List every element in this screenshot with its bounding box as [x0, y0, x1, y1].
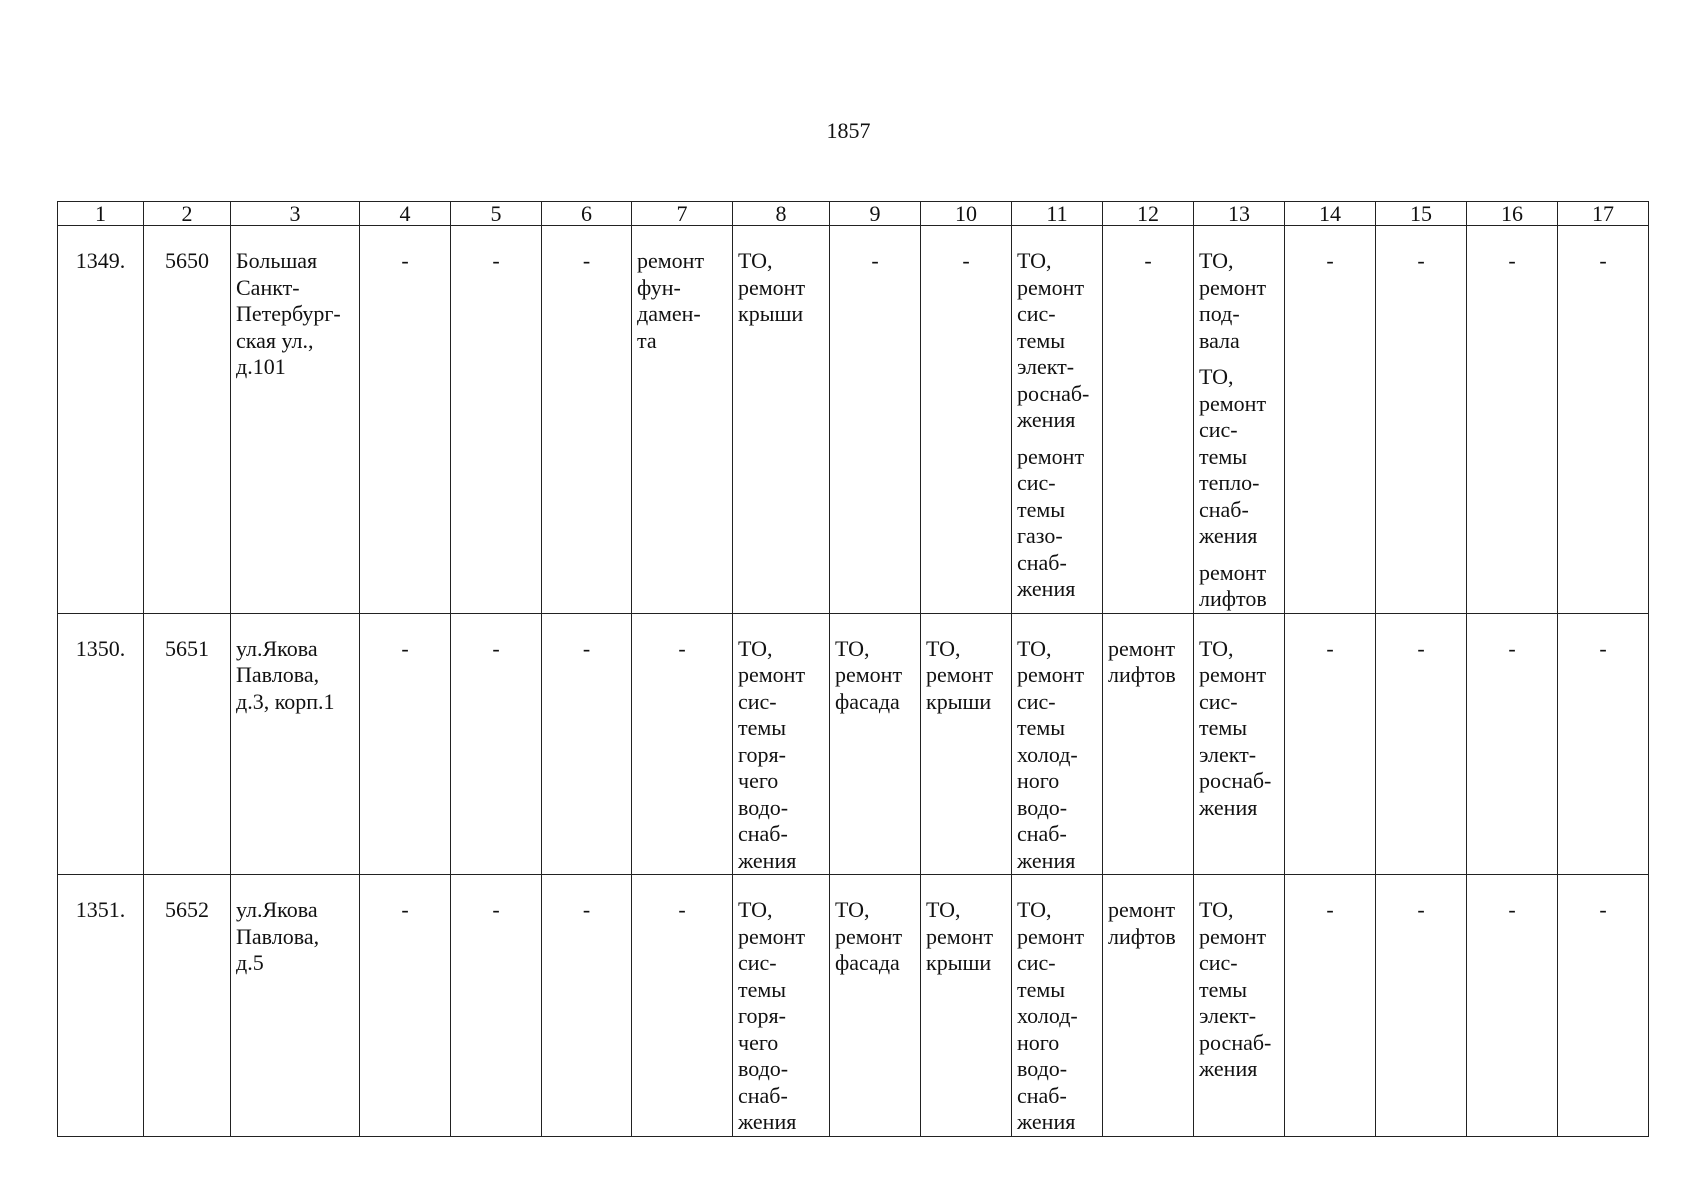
work-cell	[1103, 875, 1194, 1137]
cell-text-line: д.3, корп.1	[236, 688, 335, 714]
repair-schedule-table	[57, 201, 1649, 1137]
work-cell: -	[360, 226, 451, 614]
cell-entry	[1017, 636, 1097, 875]
cell-text-line: темы	[1017, 327, 1066, 353]
column-number-header: 5	[451, 202, 542, 226]
table-row	[58, 875, 1649, 1137]
cell-text-line: ТО,	[1017, 248, 1052, 273]
cell-text-line: ремонт	[835, 923, 903, 949]
work-cell	[1012, 226, 1103, 614]
column-number-header: 11	[1012, 202, 1103, 226]
cell-text-line: ул.Якова	[236, 897, 318, 922]
work-cell	[1103, 613, 1194, 875]
cell-text-line: сис-	[1017, 688, 1056, 714]
work-cell	[632, 226, 733, 614]
cell-text-line: сис-	[1017, 470, 1056, 495]
cell-text-line: ТО,	[1199, 364, 1234, 389]
cell-text-line: жения	[738, 1109, 797, 1134]
cell-text-line: ремонт	[1199, 662, 1267, 687]
cell-text-line: водо-	[1017, 794, 1068, 820]
work-cell	[921, 875, 1012, 1137]
work-cell: -	[1285, 226, 1376, 614]
cell-text-line: ного	[1017, 768, 1060, 793]
cell-entry	[1017, 897, 1097, 1136]
cell-text-line: горя-	[738, 741, 786, 767]
work-cell: -	[1558, 875, 1649, 1137]
object-id-cell: 5650	[144, 226, 231, 614]
cell-text-line: ремонт	[738, 274, 806, 300]
work-cell: -	[632, 613, 733, 875]
work-cell	[733, 875, 830, 1137]
cell-entry	[738, 897, 824, 1136]
work-cell: -	[1285, 875, 1376, 1137]
work-cell: -	[1558, 613, 1649, 875]
cell-text-line: снаб-	[738, 1082, 788, 1108]
cell-text-line: элект-	[1199, 741, 1257, 767]
cell-text-line: ТО,	[738, 248, 773, 273]
table-row	[58, 226, 1649, 614]
cell-text-line: темы	[1017, 976, 1066, 1002]
cell-text-line: ремонт	[835, 662, 903, 687]
cell-text-line: элект-	[1199, 1003, 1257, 1028]
cell-text-line: жения	[738, 847, 797, 873]
cell-text-line: чего	[738, 768, 779, 793]
cell-entry	[1199, 897, 1279, 1083]
column-number-header: 9	[830, 202, 921, 226]
work-cell: -	[542, 875, 632, 1137]
cell-text-line: крыши	[926, 950, 992, 975]
cell-text-line: ТО,	[1199, 635, 1234, 661]
cell-text-line: темы	[1017, 715, 1066, 740]
object-id-cell: 5651	[144, 613, 231, 875]
row-number-cell: 1350.	[58, 613, 144, 875]
column-number-header: 4	[360, 202, 451, 226]
cell-text-line: жения	[1017, 576, 1076, 601]
cell-text-line: ТО,	[1017, 635, 1052, 661]
column-number-header: 13	[1194, 202, 1285, 226]
cell-text-line: чего	[738, 1029, 779, 1055]
work-cell: -	[1376, 875, 1467, 1137]
column-number-header: 8	[733, 202, 830, 226]
cell-text-line: лифтов	[1108, 662, 1176, 687]
cell-entry	[236, 248, 354, 381]
cell-text-line: ремонт	[1199, 274, 1267, 300]
cell-text-line: ремонт	[1017, 443, 1085, 469]
cell-text-line: жения	[1199, 523, 1258, 548]
table-header-row	[58, 202, 1649, 226]
cell-entry	[1017, 248, 1097, 434]
cell-entry	[926, 897, 1006, 977]
cell-text-line: Павлова,	[236, 662, 320, 687]
work-cell: -	[451, 226, 542, 614]
cell-text-line: ремонт	[1017, 662, 1085, 687]
work-cell: -	[1376, 226, 1467, 614]
work-cell: -	[542, 613, 632, 875]
cell-text-line: ул.Якова	[236, 635, 318, 661]
column-number-header: 6	[542, 202, 632, 226]
cell-text-line: ремонт	[1199, 390, 1267, 416]
work-cell	[830, 613, 921, 875]
cell-text-line: жения	[1199, 794, 1258, 820]
column-number-header: 14	[1285, 202, 1376, 226]
cell-entry	[835, 897, 915, 977]
cell-text-line: крыши	[738, 301, 804, 326]
cell-entry	[1199, 364, 1279, 550]
cell-text-line: ТО,	[835, 635, 870, 661]
cell-entry	[1199, 636, 1279, 822]
cell-text-line: роснаб-	[1017, 380, 1090, 406]
cell-text-line: горя-	[738, 1003, 786, 1028]
cell-text-line: водо-	[738, 1056, 789, 1081]
cell-text-line: сис-	[1017, 950, 1056, 975]
cell-text-line: снаб-	[738, 821, 788, 846]
work-cell	[830, 875, 921, 1137]
address-cell	[231, 875, 360, 1137]
row-number-cell: 1351.	[58, 875, 144, 1137]
column-number-header: 15	[1376, 202, 1467, 226]
cell-text-line: роснаб-	[1199, 768, 1272, 793]
work-cell: -	[1103, 226, 1194, 614]
cell-text-line: ТО,	[738, 897, 773, 922]
cell-text-line: роснаб-	[1199, 1029, 1272, 1055]
cell-entry	[236, 897, 354, 977]
cell-text-line: холод-	[1017, 741, 1078, 767]
cell-text-line: водо-	[1017, 1056, 1068, 1081]
cell-text-line: Большая	[236, 248, 318, 273]
cell-text-line: сис-	[738, 688, 777, 714]
work-cell: -	[1467, 613, 1558, 875]
column-number-header: 1	[58, 202, 144, 226]
cell-entry	[1199, 248, 1279, 354]
cell-text-line: ТО,	[1199, 248, 1234, 273]
work-cell: -	[1558, 226, 1649, 614]
cell-text-line: темы	[1199, 443, 1248, 469]
cell-text-line: ремонт	[926, 662, 994, 687]
address-cell	[231, 226, 360, 614]
page-number: 1857	[826, 118, 871, 143]
cell-text-line: ремонт	[738, 662, 806, 687]
object-id-cell: 5652	[144, 875, 231, 1137]
work-cell: -	[830, 226, 921, 614]
work-cell: -	[1467, 875, 1558, 1137]
cell-entry	[738, 248, 824, 328]
cell-text-line: ТО,	[926, 635, 961, 661]
cell-entry	[1199, 560, 1279, 613]
work-cell	[733, 613, 830, 875]
cell-entry	[236, 636, 354, 716]
cell-text-line: снаб-	[1017, 821, 1067, 846]
cell-entry	[1108, 636, 1188, 689]
work-cell	[1194, 613, 1285, 875]
cell-text-line: ремонт	[1017, 274, 1085, 300]
cell-text-line: холод-	[1017, 1003, 1078, 1028]
cell-text-line: ремонт	[1017, 923, 1085, 949]
cell-text-line: водо-	[738, 794, 789, 820]
cell-text-line: ного	[1017, 1029, 1060, 1055]
cell-text-line: темы	[1017, 496, 1066, 522]
column-number-header: 16	[1467, 202, 1558, 226]
cell-text-line: тепло-	[1199, 470, 1260, 495]
cell-text-line: снаб-	[1017, 549, 1067, 575]
work-cell: -	[451, 875, 542, 1137]
cell-text-line: крыши	[926, 688, 992, 714]
cell-entry	[1108, 897, 1188, 950]
cell-text-line: Санкт-	[236, 274, 300, 300]
cell-text-line: снаб-	[1017, 1082, 1067, 1108]
work-cell: -	[451, 613, 542, 875]
cell-text-line: темы	[738, 715, 787, 740]
cell-entry	[738, 636, 824, 875]
column-number-header: 7	[632, 202, 733, 226]
work-cell: -	[921, 226, 1012, 614]
column-number-header: 17	[1558, 202, 1649, 226]
cell-text-line: д.101	[236, 354, 286, 379]
cell-text-line: сис-	[1199, 417, 1238, 442]
column-number-header: 3	[231, 202, 360, 226]
work-cell: -	[542, 226, 632, 614]
cell-text-line: ремонт	[1199, 559, 1267, 585]
cell-text-line: ТО,	[1017, 897, 1052, 922]
cell-entry	[1017, 444, 1097, 603]
work-cell: -	[360, 875, 451, 1137]
row-number-cell: 1349.	[58, 226, 144, 614]
cell-text-line: Павлова,	[236, 923, 320, 949]
cell-text-line: ремонт	[926, 923, 994, 949]
work-cell: -	[1467, 226, 1558, 614]
cell-text-line: ремонт	[637, 248, 705, 273]
work-cell: -	[632, 875, 733, 1137]
cell-text-line: сис-	[738, 950, 777, 975]
cell-text-line: та	[637, 327, 657, 353]
work-cell	[1194, 226, 1285, 614]
work-cell: -	[360, 613, 451, 875]
cell-text-line: снаб-	[1199, 496, 1249, 522]
cell-text-line: газо-	[1017, 523, 1063, 548]
table-row	[58, 613, 1649, 875]
cell-text-line: темы	[1199, 976, 1248, 1002]
cell-text-line: ТО,	[926, 897, 961, 922]
address-cell	[231, 613, 360, 875]
cell-text-line: фун-	[637, 274, 681, 300]
column-number-header: 12	[1103, 202, 1194, 226]
cell-text-line: Петербург-	[236, 301, 341, 326]
work-cell: -	[1285, 613, 1376, 875]
work-cell	[1012, 875, 1103, 1137]
cell-text-line: ТО,	[738, 635, 773, 661]
cell-text-line: элект-	[1017, 354, 1075, 379]
cell-text-line: д.5	[236, 950, 264, 975]
cell-text-line: ТО,	[1199, 897, 1234, 922]
cell-text-line: ремонт	[1108, 897, 1176, 922]
cell-entry	[926, 636, 1006, 716]
cell-text-line: лифтов	[1199, 586, 1267, 611]
cell-text-line: сис-	[1199, 688, 1238, 714]
work-cell	[1012, 613, 1103, 875]
cell-entry	[637, 248, 727, 354]
work-cell: -	[1376, 613, 1467, 875]
cell-text-line: ремонт	[1199, 923, 1267, 949]
cell-text-line: ремонт	[1108, 635, 1176, 661]
cell-text-line: жения	[1199, 1056, 1258, 1081]
cell-text-line: вала	[1199, 327, 1240, 353]
cell-text-line: жения	[1017, 407, 1076, 432]
cell-entry	[835, 636, 915, 716]
cell-text-line: темы	[738, 976, 787, 1002]
work-cell	[733, 226, 830, 614]
cell-text-line: жения	[1017, 1109, 1076, 1134]
work-cell	[921, 613, 1012, 875]
cell-text-line: фасада	[835, 950, 900, 975]
column-number-header: 2	[144, 202, 231, 226]
column-number-header: 10	[921, 202, 1012, 226]
cell-text-line: ТО,	[835, 897, 870, 922]
cell-text-line: ремонт	[738, 923, 806, 949]
cell-text-line: фасада	[835, 688, 900, 714]
cell-text-line: жения	[1017, 847, 1076, 873]
cell-text-line: сис-	[1017, 301, 1056, 326]
cell-text-line: темы	[1199, 715, 1248, 740]
work-cell	[1194, 875, 1285, 1137]
cell-text-line: дамен-	[637, 301, 701, 326]
cell-text-line: сис-	[1199, 950, 1238, 975]
cell-text-line: ская ул.,	[236, 327, 314, 353]
cell-text-line: лифтов	[1108, 923, 1176, 949]
cell-text-line: под-	[1199, 301, 1240, 326]
